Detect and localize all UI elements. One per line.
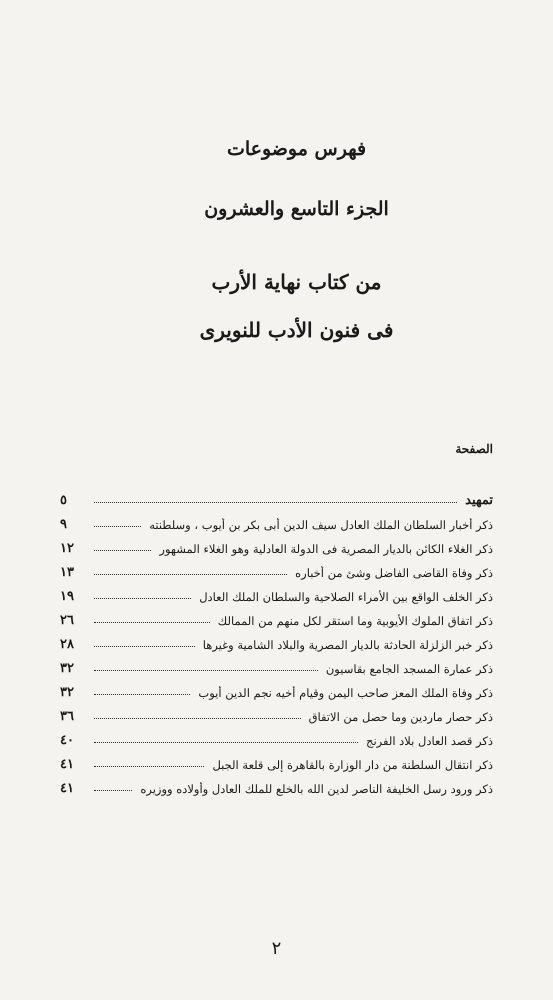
toc-entry-page: ٣٢: [60, 685, 74, 700]
toc-entry: [60, 676, 493, 700]
leader-dots: [94, 766, 204, 767]
toc-entry-title: ذكر ورود رسل الخليفة الناصر لدين الله بالخلع للملك العادل وأولاده ووزيره: [140, 782, 493, 796]
toc-entry: [60, 556, 493, 580]
toc-entry-page: ١٢: [60, 541, 74, 556]
toc-entry-title: ذكر قصد العادل بلاد الفرنج: [366, 734, 493, 748]
leader-dots: [94, 550, 151, 551]
leader-dots: [94, 502, 457, 503]
toc-entry: [60, 628, 493, 652]
toc-entry-title: ذكر اتفاق الملوك الأيوبية وما استقر لكل منهم من الممالك: [217, 614, 493, 628]
volume-title: الجزء التاسع والعشرون: [204, 198, 389, 220]
toc-entry-page: ٢٦: [60, 613, 74, 628]
toc-entry: [60, 532, 493, 556]
toc-entry-page: ١٣: [60, 565, 74, 580]
leader-dots: [94, 790, 132, 791]
leader-dots: [94, 694, 190, 695]
toc-entry-title: ذكر أخبار السلطان الملك العادل سيف الدين أبى بكر بن أيوب ، وسلطنته: [149, 518, 493, 532]
toc-entry-page: ٣٢: [60, 661, 74, 676]
leader-dots: [94, 574, 287, 575]
toc-entry: [60, 508, 493, 532]
toc-entry: [60, 724, 493, 748]
leader-dots: [94, 526, 141, 527]
toc-entry-page: ٤١: [60, 781, 74, 796]
toc-entry: [60, 484, 493, 508]
toc-entry-title: تمهيد: [465, 493, 493, 508]
toc-entry-page: ٢٨: [60, 637, 74, 652]
toc-entry: [60, 772, 493, 796]
page-column-header: الصفحة: [455, 442, 493, 456]
toc-entry-title: ذكر الغلاء الكائن بالديار المصرية فى الدولة العادلية وهو الغلاء المشهور: [159, 542, 493, 556]
toc-entry: [60, 700, 493, 724]
index-title: فهرس موضوعات: [226, 138, 367, 160]
book-title: من كتاب نهاية الأرب: [211, 270, 382, 294]
toc-entry: [60, 604, 493, 628]
toc-entry-page: ٥: [60, 493, 67, 508]
leader-dots: [94, 742, 358, 743]
toc-entry-title: ذكر خبر الزلزلة الحادثة بالديار المصرية والبلاد الشامية وغيرها: [202, 638, 493, 652]
leader-dots: [94, 670, 318, 671]
leader-dots: [94, 646, 195, 647]
toc-entry-title: ذكر حصار ماردين وما حصل من الاتفاق: [308, 710, 493, 724]
leader-dots: [94, 622, 210, 623]
leader-dots: [94, 598, 191, 599]
toc-entry-page: ٤٠: [60, 733, 74, 748]
toc-entry-page: ٣٦: [60, 709, 74, 724]
toc-entry-title: ذكر عمارة المسجد الجامع بقاسيون: [325, 662, 493, 676]
toc-entry-page: ٩: [60, 517, 67, 532]
toc-entry: [60, 652, 493, 676]
toc-entry-page: ٤١: [60, 757, 74, 772]
book-subtitle: فى فنون الأدب للنويرى: [199, 318, 394, 342]
toc-entry: [60, 748, 493, 772]
toc-entry-page: ١٩: [60, 589, 74, 604]
toc-entry-title: ذكر وفاة الملك المعز صاحب اليمن وقيام أخيه نجم الدين أيوب: [198, 686, 493, 700]
table-of-contents: [60, 484, 493, 796]
toc-entry: [60, 580, 493, 604]
toc-entry-title: ذكر وفاة القاضى الفاضل وشئ من أخباره: [295, 566, 493, 580]
toc-entry-title: ذكر انتقال السلطنة من دار الوزارة بالقاهرة إلى قلعة الجبل: [212, 758, 493, 772]
leader-dots: [94, 718, 301, 719]
page-number: ٢: [271, 938, 282, 959]
toc-entry-title: ذكر الخلف الواقع بين الأمراء الصلاحية والسلطان الملك العادل: [199, 590, 493, 604]
